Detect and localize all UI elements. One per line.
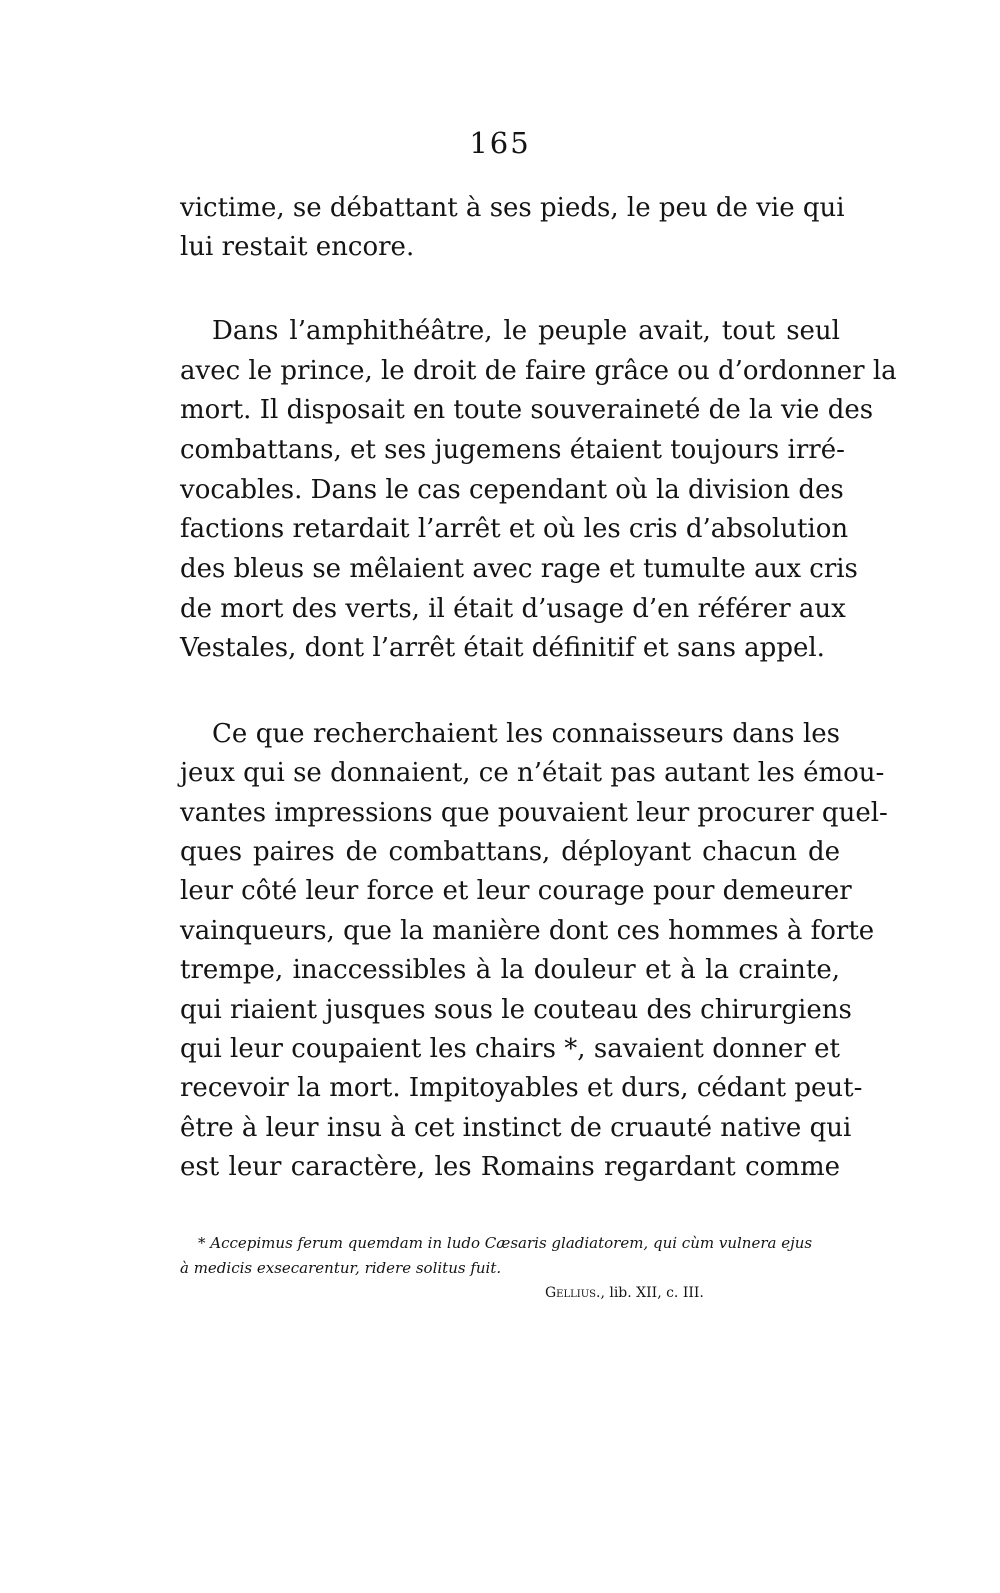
- text-line: leur côté leur force et leur courage pour demeurer: [180, 876, 852, 906]
- text-line: recevoir la mort. Impitoyables et durs, cédant peut-: [180, 1073, 863, 1103]
- text-line: victime, se débattant à ses pieds, le peu de vie qui: [180, 193, 845, 223]
- footnote-line: à medicis exsecarentur, ridere solitus fuit.: [180, 1259, 502, 1277]
- text-line: factions retardait l’arrêt et où les cris d’absolution: [180, 514, 849, 544]
- text-line: des bleus se mêlaient avec rage et tumulte aux cris: [180, 554, 858, 584]
- text-line: être à leur insu à cet instinct de cruauté native qui: [180, 1113, 852, 1143]
- citation-author: Gellius: [545, 1285, 596, 1301]
- text-line: vainqueurs, que la manière dont ces hommes à forte: [180, 916, 875, 946]
- text-line: est leur caractère, les Romains regardant comme: [180, 1152, 840, 1182]
- text-line: vocables. Dans le cas cependant où la division des: [180, 475, 844, 505]
- text-line: Ce que recherchaient les connaisseurs dans les: [212, 719, 840, 749]
- text-line: ques paires de combattans, déployant chacun de: [180, 837, 840, 867]
- text-line: vantes impressions que pouvaient leur procurer quel-: [180, 798, 888, 828]
- text-line: trempe, inaccessibles à la douleur et à la crainte,: [180, 955, 840, 985]
- text-line: qui leur coupaient les chairs *, savaient donner et: [180, 1034, 840, 1064]
- page-number: 165: [469, 126, 531, 160]
- text-line: de mort des verts, il était d’usage d’en référer aux: [180, 594, 846, 624]
- footnote-citation: [545, 1285, 704, 1301]
- text-line: Dans l’amphithéâtre, le peuple avait, tout seul: [212, 316, 840, 346]
- text-line: qui riaient jusques sous le couteau des chirurgiens: [180, 995, 852, 1025]
- text-line: mort. Il disposait en toute souveraineté de la vie des: [180, 395, 874, 425]
- text-line: combattans, et ses jugemens étaient toujours irré-: [180, 435, 845, 465]
- text-line: jeux qui se donnaient, ce n’était pas autant les émou-: [180, 758, 885, 788]
- footnote-line: * Accepimus ferum quemdam in ludo Cæsaris gladiatorem, qui cùm vulnera ejus: [198, 1234, 813, 1252]
- text-line: avec le prince, le droit de faire grâce ou d’ordonner la: [180, 356, 897, 386]
- text-line: Vestales, dont l’arrêt était définitif et sans appel.: [180, 633, 825, 663]
- text-line: lui restait encore.: [180, 232, 415, 262]
- citation-reference: ., lib. XII, c. III.: [596, 1285, 704, 1301]
